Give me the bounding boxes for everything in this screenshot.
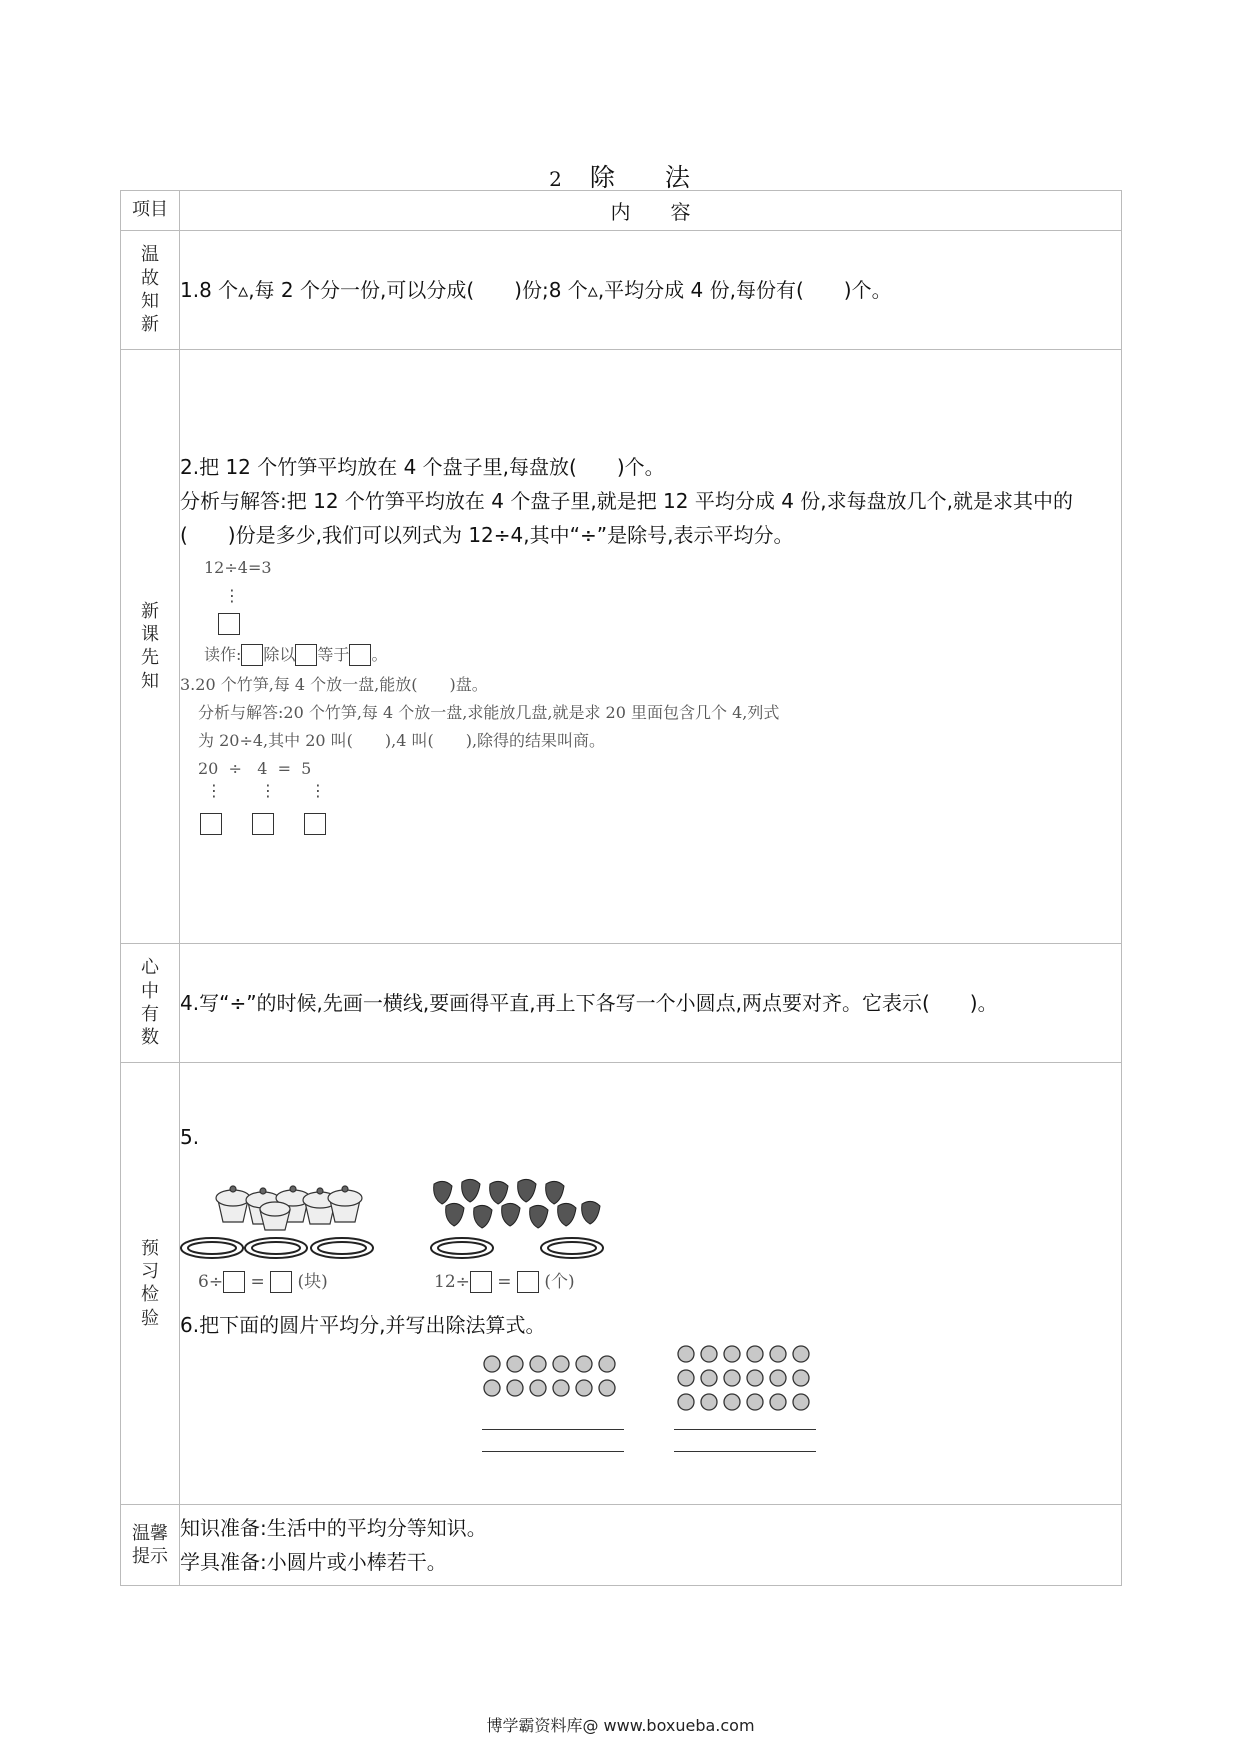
circle-grid-12 — [482, 1352, 622, 1404]
q2-formula: 12÷4=3 — [204, 558, 272, 578]
circle-piece — [770, 1394, 786, 1410]
circle-piece — [770, 1346, 786, 1362]
question-2: 2.把 12 个竹笋平均放在 4 个盘子里,每盘放( )个。 — [180, 455, 665, 480]
title-char-1: 除 — [589, 163, 617, 192]
circle-piece — [599, 1380, 615, 1396]
circle-piece — [484, 1356, 500, 1372]
answer-line-1b[interactable] — [482, 1451, 624, 1452]
review-label: 温故知新 — [141, 244, 159, 336]
q3-dots-icon-1: ⋮ — [206, 780, 222, 800]
circle-piece — [701, 1370, 717, 1386]
circle-piece — [530, 1356, 546, 1372]
question-2-analysis: 分析与解答:把 12 个竹笋平均放在 4 个盘子里,就是把 12 平均分成 4 份,求每盘放几个,就是求其中的( )份是多少,我们可以列式为 12÷4,其中“÷”是除号,表示平均分。 — [180, 489, 1074, 548]
new-lesson-label: 新课先知 — [141, 600, 159, 692]
cupcakes-plates-image — [180, 1180, 380, 1260]
q2-dots-icon: ⋮ — [224, 586, 240, 606]
q2-read-prefix: 读作: — [204, 644, 242, 664]
circle-piece — [747, 1370, 763, 1386]
preview-row — [121, 1063, 1122, 1505]
q3-dots-icon-2: ⋮ — [260, 780, 276, 800]
tip-2: 学具准备:小圆片或小棒若干。 — [180, 1550, 447, 1574]
q3-formula: 20 ÷ 4 = 5 — [198, 758, 312, 778]
circle-piece — [678, 1346, 694, 1362]
tip-1: 知识准备:生活中的平均分等知识。 — [180, 1516, 487, 1540]
answer-line-2b[interactable] — [674, 1451, 816, 1452]
circle-piece — [576, 1380, 592, 1396]
q3-dots-icon-3: ⋮ — [310, 780, 326, 800]
header-content-cell: 内 容 — [180, 191, 1122, 231]
circle-piece — [599, 1356, 615, 1372]
circle-piece — [507, 1380, 523, 1396]
circle-piece — [793, 1346, 809, 1362]
circle-grid-18 — [676, 1342, 816, 1416]
circle-piece — [747, 1346, 763, 1362]
mind-label: 心中有数 — [141, 957, 159, 1049]
circle-piece — [678, 1394, 694, 1410]
q5-equation-2: 12÷ = (个) — [434, 1271, 575, 1292]
circle-piece — [724, 1394, 740, 1410]
q2-read-box-2[interactable] — [295, 644, 317, 666]
q5-eq1-box-2[interactable] — [270, 1271, 292, 1293]
q5-eq2-box-1[interactable] — [470, 1271, 492, 1293]
circle-piece — [724, 1370, 740, 1386]
q2-read-box-1[interactable] — [241, 644, 263, 666]
q5-eq2-box-2[interactable] — [517, 1271, 539, 1293]
circle-piece — [678, 1370, 694, 1386]
q5-eq1-box-1[interactable] — [223, 1271, 245, 1293]
q2-read-mid-1: 除以 — [263, 644, 296, 664]
worksheet-table — [120, 190, 1122, 1586]
circle-piece — [484, 1380, 500, 1396]
q3-box-2[interactable] — [252, 813, 274, 835]
tips-label: 温馨提示 — [132, 1522, 168, 1567]
circle-piece — [553, 1356, 569, 1372]
answer-line-1a[interactable] — [482, 1429, 624, 1430]
circle-piece — [747, 1394, 763, 1410]
circle-piece — [724, 1346, 740, 1362]
tips-row — [121, 1505, 1122, 1586]
circle-piece — [770, 1370, 786, 1386]
q2-read-end: 。 — [371, 644, 388, 664]
circle-piece — [576, 1356, 592, 1372]
question-5: 5. — [180, 1124, 200, 1149]
circle-piece — [701, 1346, 717, 1362]
mind-row — [121, 944, 1122, 1063]
q3-box-3[interactable] — [304, 813, 326, 835]
q3-analysis-1: 分析与解答:20 个竹笋,每 4 个放一盘,求能放几盘,就是求 20 里面包含几个 4,列式 — [198, 702, 780, 722]
q2-read-box-3[interactable] — [349, 644, 371, 666]
circle-piece — [507, 1356, 523, 1372]
q2-read-mid-2: 等于 — [317, 644, 350, 664]
circle-piece — [553, 1380, 569, 1396]
title-number: 2 — [549, 167, 564, 191]
q5-equation-1: 6÷ = (块) — [198, 1271, 328, 1292]
q3-analysis-2: 为 20÷4,其中 20 叫( ),4 叫( ),除得的结果叫商。 — [198, 730, 606, 750]
footer-watermark: 博学霸资料库@ www.boxueba.com — [486, 1716, 755, 1735]
preview-label: 预习检验 — [141, 1237, 159, 1329]
circle-piece — [701, 1394, 717, 1410]
question-1: 1.8 个▵,每 2 个分一份,可以分成( )份;8 个▵,平均分成 4 份,每份有( )个。 — [180, 278, 892, 302]
q2-answer-box[interactable] — [218, 613, 240, 635]
q3-box-1[interactable] — [200, 813, 222, 835]
header-label-cell: 项目 — [121, 191, 180, 231]
page-title — [0, 158, 1241, 194]
circle-piece — [793, 1394, 809, 1410]
header-row — [121, 191, 1122, 231]
title-char-2: 法 — [664, 163, 692, 192]
answer-line-2a[interactable] — [674, 1429, 816, 1430]
circle-piece — [530, 1380, 546, 1396]
question-4: 4.写“÷”的时候,先画一横线,要画得平直,再上下各写一个小圆点,两点要对齐。它表示( )。 — [180, 991, 998, 1015]
review-row — [121, 231, 1122, 350]
strawberries-plates-image — [422, 1176, 612, 1260]
question-6: 6.把下面的圆片平均分,并写出除法算式。 — [180, 1312, 546, 1337]
question-3: 3.20 个竹笋,每 4 个放一盘,能放( )盘。 — [180, 674, 488, 694]
circle-piece — [793, 1370, 809, 1386]
new-lesson-row — [121, 350, 1122, 944]
